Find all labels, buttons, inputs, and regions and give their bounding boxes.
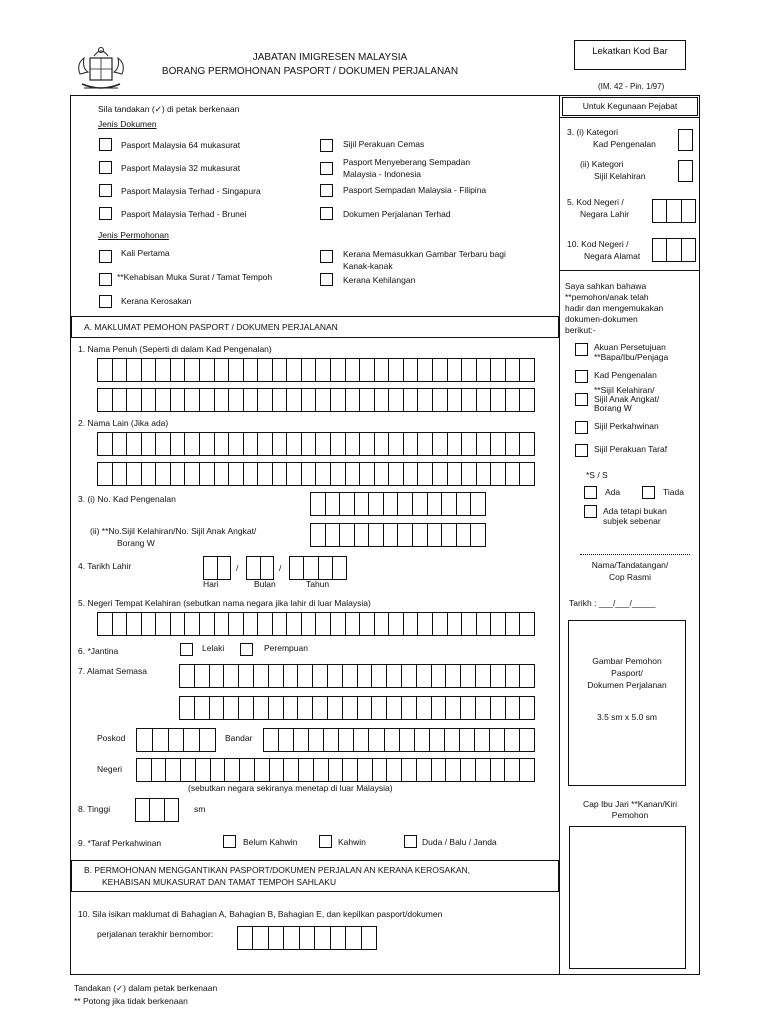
q7-label: 7. Alamat Semasa (78, 666, 147, 676)
checkbox-terhad-singapura[interactable] (99, 184, 112, 197)
checkbox-gambar-terbaru[interactable] (320, 250, 333, 263)
label-tiada: Tiada (663, 487, 684, 497)
nama-penuh-row-2[interactable] (97, 388, 535, 412)
q8-label: 8. Tinggi (78, 804, 111, 814)
photo-label-b: Pasport/ (611, 668, 643, 678)
checkbox-sempadan-filipina[interactable] (320, 184, 333, 197)
section-a-title: A. MAKLUMAT PEMOHON PASPORT / DOKUMEN PERJALANAN (84, 322, 338, 332)
hari-label: Hari (203, 579, 219, 589)
label-malaysia-indonesia: Malaysia - Indonesia (343, 169, 421, 179)
label-duda-balu-janda: Duda / Balu / Janda (422, 837, 497, 847)
bulan-grid[interactable] (246, 556, 274, 580)
checkbox-ada[interactable] (584, 486, 597, 499)
r3i-label-a: 3. (i) Kategori (567, 127, 619, 137)
checkbox-tiada[interactable] (642, 486, 655, 499)
checkbox-dokumen-terhad[interactable] (320, 207, 333, 220)
checkbox-sijil-kelahiran[interactable] (575, 393, 588, 406)
r5-label-a: 5. Kod Negeri / (567, 197, 624, 207)
checkbox-akuan-persetujuan[interactable] (575, 343, 588, 356)
tinggi-grid[interactable] (135, 798, 179, 822)
confirm-line-4: dokumen-dokumen (565, 314, 638, 324)
checkbox-menyeberang-sempadan[interactable] (320, 162, 333, 175)
label-belum-kahwin: Belum Kahwin (243, 837, 298, 847)
right-divider-mid (560, 270, 700, 271)
photo-label-c: Dokumen Perjalanan (587, 680, 667, 690)
confirm-line-1: Saya sahkan bahawa (565, 281, 647, 291)
right-divider-top (560, 117, 700, 118)
sijil-kelahiran-grid[interactable] (310, 523, 486, 547)
checkbox-kad-pengenalan[interactable] (575, 370, 588, 383)
label-sijil-a: **Sijil Kelahiran/ (594, 385, 655, 395)
label-akuan-a: Akuan Persetujuan (594, 342, 666, 352)
q9-label: 9. *Taraf Perkahwinan (78, 838, 162, 848)
office-use-label: Untuk Kegunaan Pejabat (582, 101, 678, 111)
q2-label: 2. Nama Lain (Jika ada) (78, 418, 169, 428)
q6-label: 6. *Jantina (78, 646, 119, 656)
q4-label: 4. Tarikh Lahir (78, 561, 132, 571)
label-pasport-32: Pasport Malaysia 32 mukasurat (121, 163, 241, 173)
kod-negeri-alamat-grid[interactable] (652, 238, 696, 262)
r10-label-b: Negara Alamat (584, 251, 641, 261)
q10-label-b: perjalanan terakhir bernombor: (97, 929, 214, 939)
label-kad-pengenalan: Kad Pengenalan (594, 370, 657, 380)
kategori-sijil-box[interactable] (678, 160, 693, 182)
checkbox-pasport-32[interactable] (99, 161, 112, 174)
hari-grid[interactable] (203, 556, 231, 580)
label-terhad-brunei: Pasport Malaysia Terhad - Brunei (121, 209, 247, 219)
tahun-grid[interactable] (289, 556, 347, 580)
label-ada-tetapi-a: Ada tetapi bukan (603, 506, 667, 516)
label-sempadan-filipina: Pasport Sempadan Malaysia - Filipina (343, 185, 487, 195)
q10-label-a: 10. Sila isikan maklumat di Bahagian A, Bahagian B, Bahagian E, dan kepilkan pasport/dokumen (78, 909, 443, 919)
alamat-row-2[interactable] (179, 696, 535, 720)
sm-label: sm (194, 804, 206, 814)
label-pasport-64: Pasport Malaysia 64 mukasurat (121, 140, 241, 150)
checkbox-duda-balu-janda[interactable] (404, 835, 417, 848)
checkbox-lelaki[interactable] (180, 643, 193, 656)
negeri-grid[interactable] (136, 758, 535, 782)
thumbprint-box[interactable] (569, 826, 686, 969)
signature-line[interactable] (580, 554, 690, 555)
checkbox-kahwin[interactable] (319, 835, 332, 848)
checkbox-pasport-64[interactable] (99, 138, 112, 151)
label-kehabisan-muka-surat: **Kehabisan Muka Surat / Tamat Tempoh (117, 272, 273, 282)
label-kali-pertama: Kali Pertama (121, 248, 170, 258)
photo-box[interactable] (568, 620, 686, 786)
nama-penuh-row-1[interactable] (97, 358, 535, 382)
photo-label-a: Gambar Pemohon (592, 656, 662, 666)
checkbox-sijil-perakuan-taraf[interactable] (575, 444, 588, 457)
r10-label-a: 10. Kod Negeri / (567, 239, 629, 249)
label-dokumen-terhad: Dokumen Perjalanan Terhad (343, 209, 451, 219)
checkbox-kehabisan-muka-surat[interactable] (99, 273, 112, 286)
confirm-line-3: hadir dan mengemukakan (565, 303, 664, 313)
checkbox-kali-pertama[interactable] (99, 250, 112, 263)
department-title: JABATAN IMIGRESEN MALAYSIA (252, 52, 408, 63)
label-sijil-b: Sijil Anak Angkat/ (594, 394, 660, 404)
confirm-line-2: **pemohon/anak telah (565, 292, 649, 302)
nama-lain-row-1[interactable] (97, 432, 535, 456)
checkbox-ada-tetapi[interactable] (584, 505, 597, 518)
column-divider (559, 95, 560, 975)
confirm-line-5: berikut:- (565, 325, 596, 335)
date-slash-2: / (279, 563, 282, 573)
checkbox-perempuan[interactable] (240, 643, 253, 656)
label-lelaki: Lelaki (202, 643, 225, 653)
checkbox-sijil-cemas[interactable] (320, 139, 333, 152)
label-perempuan: Perempuan (264, 643, 308, 653)
label-sijil-perkahwinan: Sijil Perkahwinan (594, 421, 659, 431)
form-title: BORANG PERMOHONAN PASPORT / DOKUMEN PERJALANAN (161, 66, 459, 77)
section-b-title-2: KEHABISAN MUKASURAT DAN TAMAT TEMPOH SAHLAKU (102, 877, 337, 887)
pasport-terakhir-grid[interactable] (237, 926, 377, 950)
q3ii-label-b: Borang W (117, 538, 155, 548)
section-b-title-1: B. PERMOHONAN MENGGANTIKAN PASPORT/DOKUMEN PERJALAN AN KERANA KEROSAKAN, (84, 865, 471, 875)
date-slash-1: / (236, 563, 239, 573)
label-terhad-singapura: Pasport Malaysia Terhad - Singapura (121, 186, 261, 196)
tarikh-field[interactable]: Tarikh : ___/___/_____ (569, 598, 656, 608)
photo-size: 3.5 sm x 5.0 sm (597, 712, 657, 722)
label-sijil-c: Borang W (594, 403, 632, 413)
tahun-label: Tahun (306, 579, 330, 589)
label-kehilangan: Kerana Kehilangan (343, 275, 416, 285)
label-sijil-cemas: Sijil Perakuan Cemas (343, 139, 425, 149)
checkbox-kerosakan[interactable] (99, 295, 112, 308)
negeri-note: (sebutkan negara sekiranya menetap di luar Malaysia) (188, 783, 393, 793)
nama-lain-row-2[interactable] (97, 462, 535, 486)
label-ada-tetapi-b: subjek sebenar (603, 516, 661, 526)
bandar-label: Bandar (225, 733, 253, 743)
jenis-dokumen-heading: Jenis Dokumen (98, 119, 157, 129)
q5-label: 5. Negeri Tempat Kelahiran (sebutkan nama negara jika lahir di luar Malaysia) (78, 598, 371, 608)
label-gambar-terbaru: Kerana Memasukkan Gambar Terbaru bagi (343, 249, 506, 259)
label-kerosakan: Kerana Kerosakan (121, 296, 192, 306)
checkbox-belum-kahwin[interactable] (223, 835, 236, 848)
kategori-kp-box[interactable] (678, 129, 693, 151)
label-kanak-kanak: Kanak-kanak (343, 261, 393, 271)
r3ii-label-b: Sijil Kelahiran (594, 171, 646, 181)
footer-note-2: ** Potong jika tidak berkenaan (74, 996, 188, 1006)
poskod-label: Poskod (97, 733, 126, 743)
bulan-label: Bulan (254, 579, 276, 589)
r3i-label-b: Kad Pengenalan (593, 139, 656, 149)
sign-label-a: Nama/Tandatangan/ (591, 560, 669, 570)
r5-label-b: Negara Lahir (580, 209, 630, 219)
jenis-permohonan-heading: Jenis Permohonan (98, 230, 169, 240)
negeri-lahir-grid[interactable] (97, 612, 535, 636)
r3ii-label-a: (ii) Kategori (580, 159, 624, 169)
label-ada: Ada (605, 487, 621, 497)
checkbox-kehilangan[interactable] (320, 273, 333, 286)
form-code: (IM. 42 - Pin. 1/97) (598, 82, 665, 91)
kad-pengenalan-grid[interactable] (310, 492, 486, 516)
footer-note-1: Tandakan (✓) dalam petak berkenaan (74, 983, 218, 993)
thumb-label-a: Cap Ibu Jari **Kanan/Kiri (582, 799, 678, 809)
thumb-label-b: Pemohon (611, 810, 649, 820)
q3ii-label-a: (ii) **No.Sijil Kelahiran/No. Sijil Anak Angkat/ (90, 526, 257, 536)
ss-label: *S / S (586, 470, 608, 480)
label-menyeberang-sempadan: Pasport Menyeberang Sempadan (343, 157, 471, 167)
bandar-grid[interactable] (263, 728, 535, 752)
barcode-label: Lekatkan Kod Bar (592, 46, 668, 57)
label-sijil-perakuan-taraf: Sijil Perakuan Taraf (594, 444, 668, 454)
q3i-label: 3. (i) No. Kad Pengenalan (78, 494, 176, 504)
alamat-row-1[interactable] (179, 664, 535, 688)
instruction-text: Sila tandakan (✓) di petak berkenaan (98, 104, 240, 114)
sign-label-b: Cop Rasmi (608, 572, 652, 582)
label-akuan-b: **Bapa/Ibu/Penjaga (594, 352, 669, 362)
checkbox-terhad-brunei[interactable] (99, 207, 112, 220)
poskod-grid[interactable] (136, 728, 216, 752)
negeri-label: Negeri (97, 764, 123, 774)
label-kahwin: Kahwin (338, 837, 366, 847)
kod-negeri-lahir-grid[interactable] (652, 199, 696, 223)
checkbox-sijil-perkahwinan[interactable] (575, 421, 588, 434)
q1-label: 1. Nama Penuh (Seperti di dalam Kad Pengenalan) (78, 344, 272, 354)
